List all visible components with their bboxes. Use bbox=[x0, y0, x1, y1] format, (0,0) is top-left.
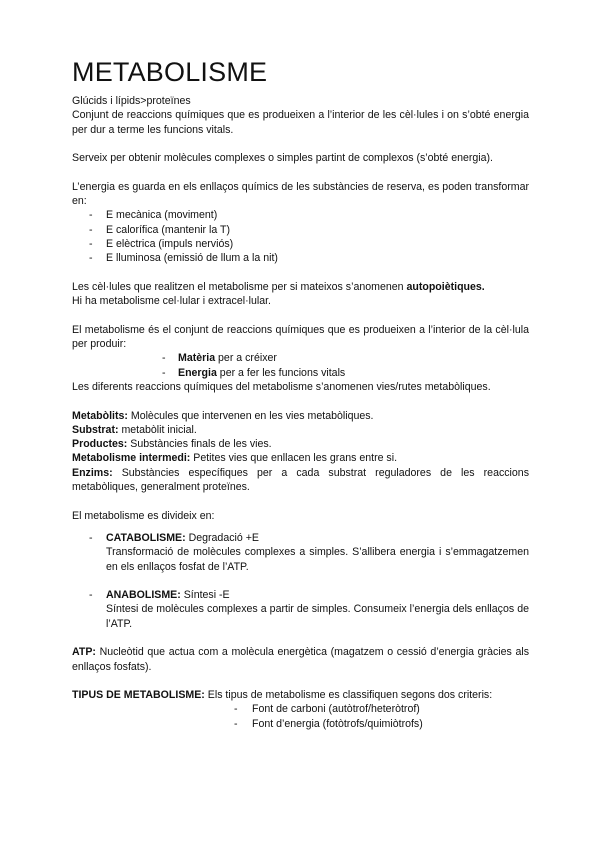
product-item bbox=[72, 366, 529, 380]
autopoietic-term: autopoiètiques. bbox=[406, 280, 485, 293]
atp-term: ATP: bbox=[72, 646, 96, 659]
definition-item bbox=[72, 451, 529, 465]
definition-text: Substàncies específiques per a cada substrat reguladores de les reaccions metabòliques, generalment proteïnes. bbox=[72, 466, 529, 494]
definition-term: Substrat: bbox=[72, 423, 119, 436]
types-list bbox=[72, 702, 529, 731]
metabolism-definition: El metabolisme és el conjunt de reaccions químiques que es produeixen a l’interior de la cèl·lula per produir: bbox=[72, 323, 529, 351]
energy-list bbox=[72, 208, 529, 265]
definitions-block bbox=[72, 409, 529, 495]
document-page bbox=[72, 56, 529, 731]
catabolism-heading bbox=[106, 531, 529, 545]
atp-text: Nucleòtid que actua com a molècula energètica (magatzem o cessió d’energia gràcies als enllaços fosfats). bbox=[72, 646, 529, 673]
types-item: - Font de carboni (autòtrof/heteròtrof) bbox=[72, 702, 529, 716]
definition-term: Metabòlits: bbox=[72, 409, 128, 422]
catabolism-description: Transformació de molècules complexes a simples. S’allibera energia i s’emmagatzemen en els enllaços fosfat de l’ATP. bbox=[106, 546, 529, 573]
atp-paragraph bbox=[72, 645, 529, 674]
product-text: per a créixer bbox=[215, 352, 277, 365]
intro-subtitle: Glúcids i lípids>proteïnes bbox=[72, 95, 191, 107]
definition-item bbox=[72, 423, 529, 437]
definition-term: Productes: bbox=[72, 438, 128, 451]
autopoietic-text: Les cèl·lules que realitzen el metabolisme per si mateixos s’anomenen bbox=[72, 280, 407, 293]
product-term: Matèria bbox=[178, 352, 216, 365]
product-term: Energia bbox=[178, 366, 217, 379]
definition-item bbox=[72, 466, 529, 495]
catabolism-term: CATABOLISME: bbox=[106, 531, 186, 544]
product-item bbox=[72, 351, 529, 365]
anabolism-heading bbox=[106, 588, 529, 602]
autopoietic-line2: Hi ha metabolisme cel·lular i extracel·lular. bbox=[72, 295, 271, 308]
intro-definition: Conjunt de reaccions químiques que es produeixen a l’interior de les cèl·lules i on s’obté energia per dur a terme les funcions vitals. bbox=[72, 109, 529, 136]
metabolism-products-list bbox=[72, 351, 529, 380]
definition-text: Substàncies finals de les vies. bbox=[127, 438, 272, 451]
catabolism-section bbox=[72, 531, 529, 574]
page-title: METABOLISME bbox=[72, 57, 268, 87]
autopoietic-paragraph bbox=[72, 280, 529, 294]
division-intro: El metabolisme es divideix en: bbox=[72, 509, 215, 522]
anabolism-description: Síntesi de molècules complexes a partir de simples. Consumeix l’energia dels enllaços de l’ATP. bbox=[106, 603, 529, 630]
energy-item: - E lluminosa (emissió de llum a la nit) bbox=[72, 251, 529, 265]
energy-item: - E elèctrica (impuls nerviós) bbox=[72, 237, 529, 251]
energy-item: - E mecànica (moviment) bbox=[72, 208, 529, 222]
definition-text: Molècules que intervenen en les vies metabòliques. bbox=[127, 409, 374, 422]
definition-item bbox=[72, 437, 529, 451]
purpose-paragraph: Serveix per obtenir molècules complexes o simples partint de complexos (s’obté energia). bbox=[72, 152, 494, 165]
catabolism-label: Degradació +E bbox=[185, 531, 259, 544]
definition-text: metabòlit inicial. bbox=[118, 423, 197, 436]
routes-paragraph: Les diferents reaccions químiques del metabolisme s’anomenen vies/rutes metabòliques. bbox=[72, 380, 491, 393]
types-term: TIPUS DE METABOLISME: bbox=[72, 689, 205, 702]
energy-paragraph: L’energia es guarda en els enllaços químics de les substàncies de reserva, es poden transformar en: bbox=[72, 180, 529, 208]
anabolism-section bbox=[72, 588, 529, 631]
definition-text: Petites vies que enllacen les grans entre si. bbox=[190, 452, 398, 465]
product-text: per a fer les funcions vitals bbox=[216, 366, 346, 379]
definition-term: Metabolisme intermedi: bbox=[72, 452, 191, 465]
definition-item bbox=[72, 409, 529, 423]
definition-term: Enzims: bbox=[72, 466, 113, 479]
energy-item: - E calorífica (mantenir la T) bbox=[72, 223, 529, 237]
types-text: Els tipus de metabolisme es classifiquen segons dos criteris: bbox=[204, 689, 493, 702]
anabolism-term: ANABOLISME: bbox=[106, 589, 181, 602]
types-item: - Font d’energia (fotòtrofs/quimiòtrofs) bbox=[72, 717, 529, 731]
types-paragraph bbox=[72, 688, 529, 702]
anabolism-label: Síntesi -E bbox=[180, 589, 230, 602]
